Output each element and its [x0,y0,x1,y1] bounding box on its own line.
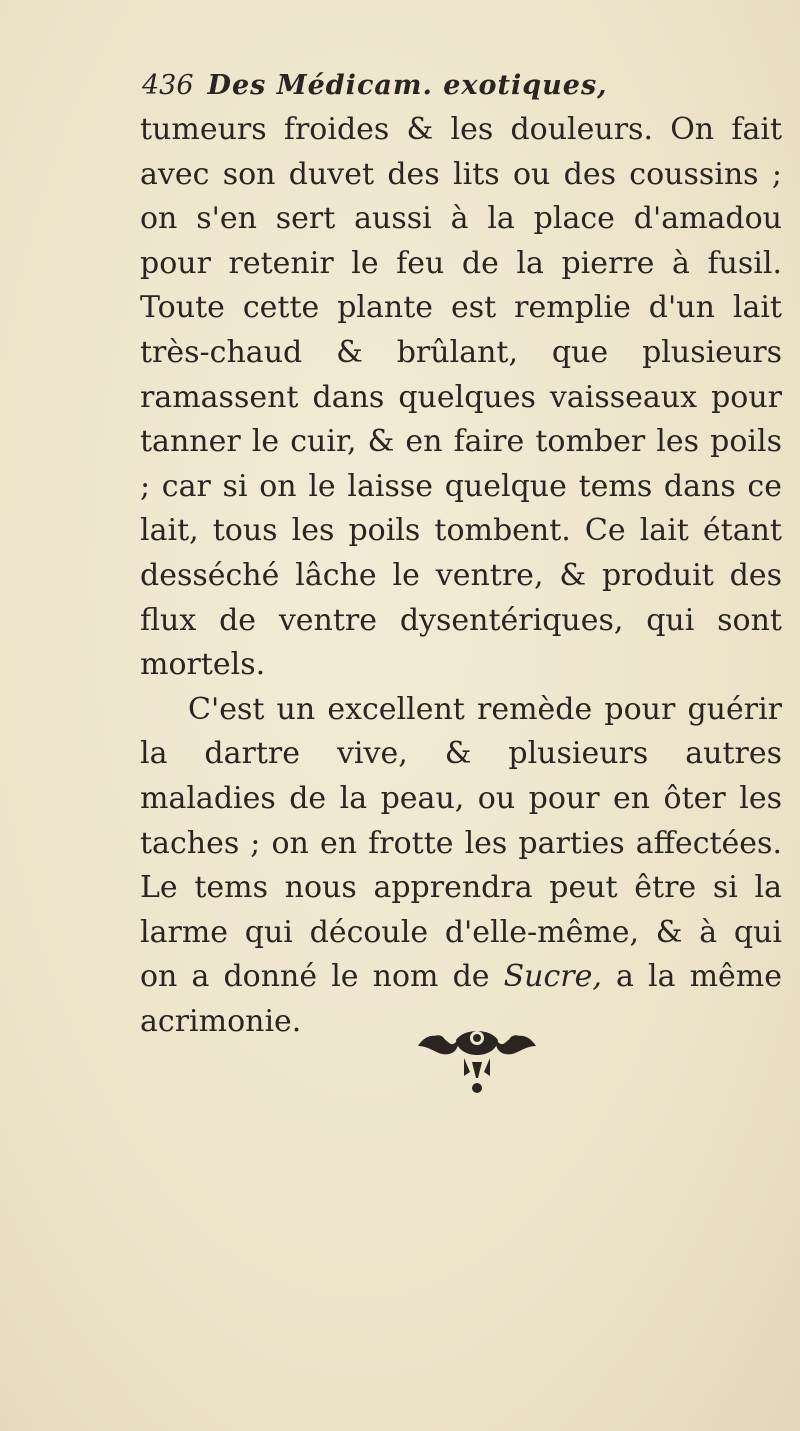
paragraph-remedy [140,688,782,1045]
italic-term-sucre: Sucre, [503,959,602,995]
page-number: 436 [142,70,194,101]
paragraph-remedy-text: C'est un excellent remède pour guérir la dartre vive, & plusieurs autres maladies de la peau, ou pour en ôter les taches ; on en frotte les parties affectées. Le tems nous apprendra peut être si la larme qui découle d'elle-même, & à qui on a donné le nom de [140,691,782,995]
tailpiece-ornament-icon [412,1016,542,1096]
running-header [142,66,742,106]
paragraph-remedy-end: a la même acrimonie. [140,959,782,1039]
paragraph-continuation: tumeurs froides & les douleurs. On fait avec son duvet des lits ou des coussins ; on s'en sert aussi à la place d'amadou pour retenir le feu de la pierre à fusil. Toute cette plante est remplie d'un lait très-chaud & brûlant, que plusieurs ramassent dans quelques vaisseaux pour tanner le cuir, & en faire tomber les poils ; car si on le laisse quelque tems dans ce lait, tous les poils tombent. Ce lait étant desséché lâche le ventre, & produit des flux de ventre dysentériques, qui sont mortels. [140,112,782,683]
running-title: Des Médicam. exotiques, [207,70,608,101]
body-text [140,108,782,1044]
